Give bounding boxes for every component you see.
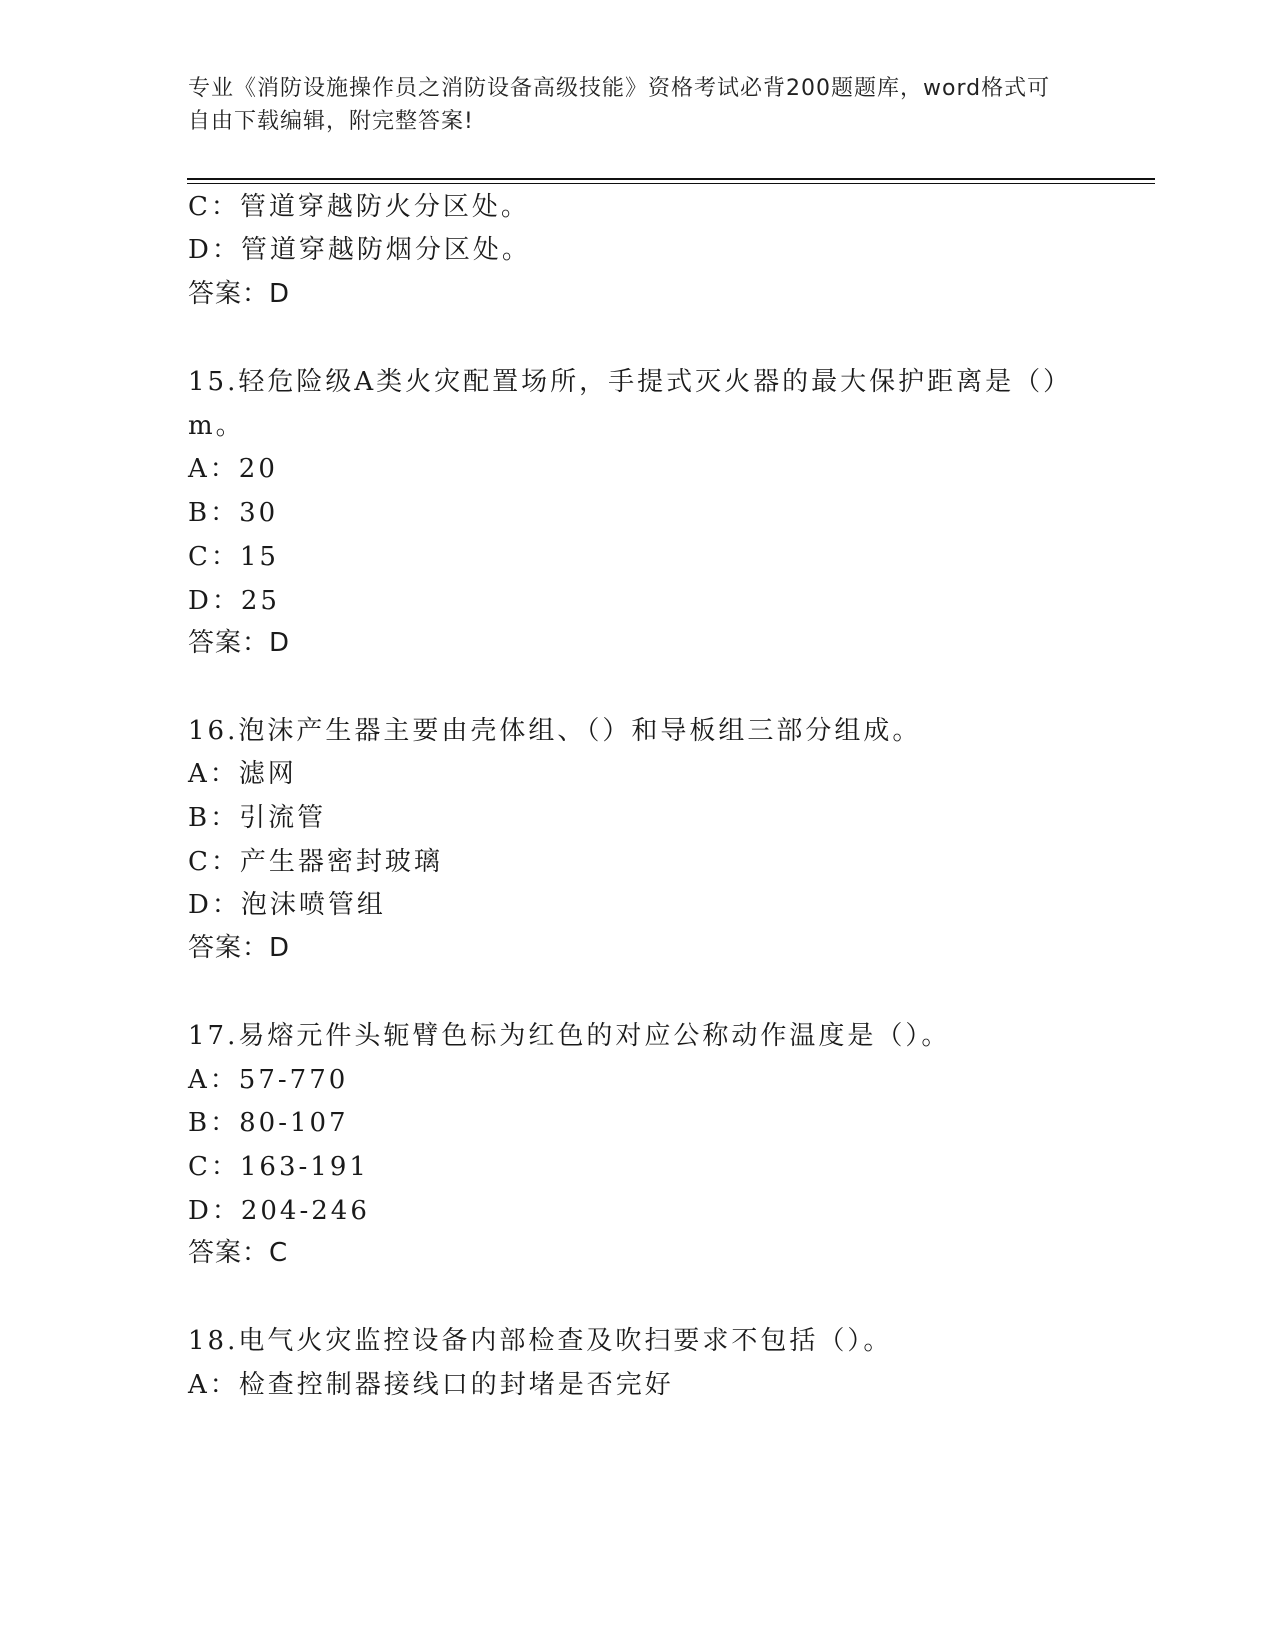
q15-option-d: D：25 (188, 586, 280, 616)
q18-stem: 18.电气火灾监控设备内部检查及吹扫要求不包括（）。 (188, 1326, 893, 1356)
q15-stem-line1: 15.轻危险级A类火灾配置场所，手提式灭火器的最大保护距离是（） (188, 367, 1073, 397)
q16-option-c: C：产生器密封玻璃 (188, 847, 443, 877)
q17-option-a: A：57-770 (188, 1065, 349, 1095)
q15-answer: 答案：D (188, 628, 291, 658)
q17-stem: 17.易熔元件头轭臂色标为红色的对应公称动作温度是（）。 (188, 1021, 951, 1051)
q17-option-c: C：163-191 (188, 1152, 369, 1182)
q17-answer: 答案：C (188, 1238, 289, 1268)
prev-answer: 答案：D (188, 279, 291, 309)
q17-option-b: B：80-107 (188, 1108, 349, 1138)
prev-option-d: D：管道穿越防烟分区处。 (188, 235, 531, 265)
q15-option-b: B：30 (188, 498, 279, 528)
q15-option-c: C：15 (188, 542, 279, 572)
q15-option-a: A：20 (188, 454, 278, 484)
q16-option-a: A：滤网 (188, 759, 297, 789)
document-header-title: 专业《消防设施操作员之消防设备高级技能》资格考试必背200题题库，word格式可自由下载编辑，附完整答案! (188, 76, 1051, 134)
q18-option-a: A：检查控制器接线口的封堵是否完好 (188, 1370, 674, 1400)
q17-option-d: D：204-246 (188, 1196, 370, 1226)
prev-option-c: C：管道穿越防火分区处。 (188, 192, 530, 222)
q16-stem: 16.泡沫产生器主要由壳体组、（）和导板组三部分组成。 (188, 716, 922, 746)
header-divider-bottom (187, 183, 1155, 184)
q16-answer: 答案：D (188, 933, 291, 963)
header-divider-top (187, 178, 1155, 180)
q16-option-d: D：泡沫喷管组 (188, 890, 386, 920)
q16-option-b: B：引流管 (188, 803, 327, 833)
q15-stem-line2: m。 (188, 411, 245, 441)
